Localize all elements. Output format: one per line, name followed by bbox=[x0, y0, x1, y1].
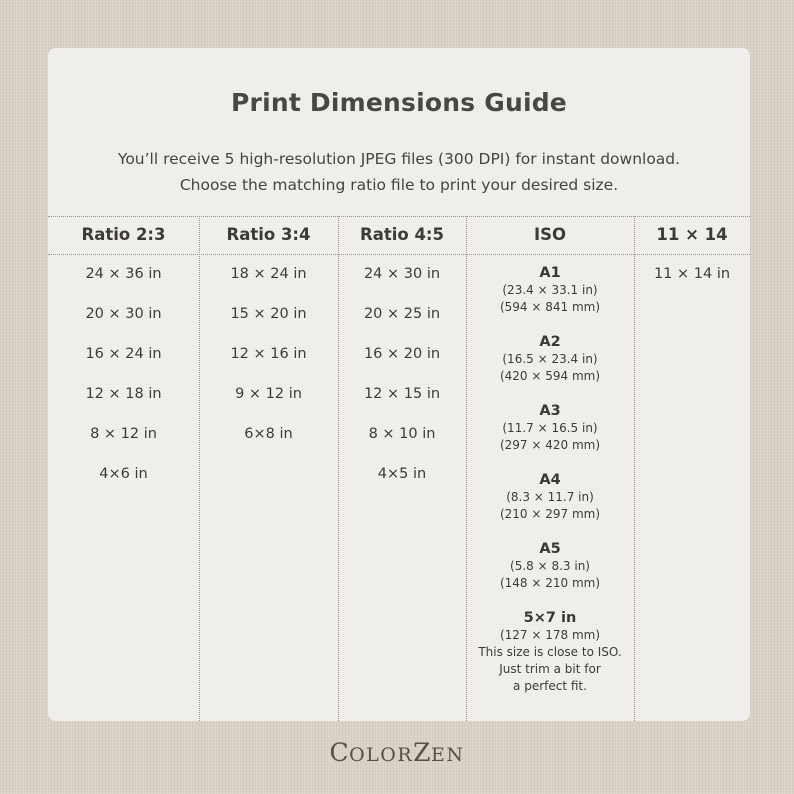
size-item: 12 × 16 in bbox=[230, 346, 307, 362]
iso-mm: (297 × 420 mm) bbox=[499, 438, 601, 452]
brand-letters: EN bbox=[431, 744, 465, 766]
size-item: 6×8 in bbox=[244, 426, 293, 442]
iso-item bbox=[466, 264, 634, 333]
iso-mm: (127 × 178 mm) bbox=[499, 628, 601, 642]
subtitle-line-1: You’ll receive 5 high-resolution JPEG files (300 DPI) for instant download. bbox=[117, 150, 681, 168]
size-item: 16 × 24 in bbox=[85, 346, 162, 362]
page-title: Print Dimensions Guide bbox=[231, 88, 567, 117]
size-item: 8 × 10 in bbox=[368, 426, 436, 442]
guide-card bbox=[48, 48, 750, 721]
iso-mm: (210 × 297 mm) bbox=[499, 507, 601, 521]
iso-mm: (148 × 210 mm) bbox=[499, 576, 601, 590]
iso-note-line: Just trim a bit for bbox=[499, 662, 601, 676]
iso-inches: (8.3 × 11.7 in) bbox=[506, 490, 594, 504]
size-item: 12 × 18 in bbox=[85, 386, 162, 402]
size-item: 24 × 36 in bbox=[85, 266, 162, 282]
column-ratio-3-4 bbox=[199, 216, 338, 464]
iso-mm: (420 × 594 mm) bbox=[499, 369, 601, 383]
size-item: 8 × 12 in bbox=[90, 426, 157, 442]
column-ratio-2-3 bbox=[48, 216, 199, 504]
column-header: Ratio 2:3 bbox=[81, 225, 166, 244]
size-item: 12 × 15 in bbox=[363, 386, 441, 402]
brand-letter: C bbox=[329, 738, 350, 767]
size-item: 24 × 30 in bbox=[363, 266, 441, 282]
iso-mm: (594 × 841 mm) bbox=[499, 300, 601, 314]
iso-name: 5×7 in bbox=[523, 610, 577, 626]
iso-note bbox=[466, 644, 634, 695]
iso-note-line: a perfect fit. bbox=[513, 679, 587, 693]
iso-item bbox=[466, 471, 634, 540]
column-header: ISO bbox=[533, 225, 567, 244]
column-ratio-4-5 bbox=[338, 216, 466, 504]
iso-inches: (23.4 × 33.1 in) bbox=[502, 283, 598, 297]
subtitle bbox=[48, 146, 750, 198]
iso-name: A2 bbox=[539, 334, 561, 350]
size-item: 9 × 12 in bbox=[235, 386, 302, 402]
size-item: 20 × 25 in bbox=[363, 306, 441, 322]
size-item: 20 × 30 in bbox=[85, 306, 162, 322]
size-item: 15 × 20 in bbox=[230, 306, 307, 322]
iso-item bbox=[466, 402, 634, 471]
iso-note-line: This size is close to ISO. bbox=[478, 645, 622, 659]
size-item: 11 × 14 in bbox=[653, 266, 731, 282]
size-item: 4×6 in bbox=[99, 466, 148, 482]
iso-name: A5 bbox=[539, 541, 561, 557]
column-header: Ratio 3:4 bbox=[226, 225, 311, 244]
brand-letters: OLOR bbox=[349, 744, 414, 766]
iso-name: A3 bbox=[539, 403, 561, 419]
size-item: 16 × 20 in bbox=[363, 346, 441, 362]
subtitle-line-2: Choose the matching ratio file to print your desired size. bbox=[179, 176, 619, 194]
iso-item bbox=[466, 333, 634, 402]
size-item: 4×5 in bbox=[377, 466, 427, 482]
iso-inches: (16.5 × 23.4 in) bbox=[502, 352, 598, 366]
iso-inches: (11.7 × 16.5 in) bbox=[502, 421, 598, 435]
brand-letter: Z bbox=[413, 738, 432, 767]
column-iso bbox=[466, 216, 634, 693]
column-header: Ratio 4:5 bbox=[359, 225, 445, 244]
size-item: 18 × 24 in bbox=[230, 266, 307, 282]
iso-name: A1 bbox=[539, 265, 561, 281]
brand-logo bbox=[0, 738, 794, 767]
iso-name: A4 bbox=[539, 472, 561, 488]
column-11x14 bbox=[634, 216, 750, 304]
iso-item bbox=[466, 540, 634, 609]
iso-inches: (5.8 × 8.3 in) bbox=[510, 559, 590, 573]
column-header: 11 × 14 bbox=[656, 225, 728, 244]
iso-extra-item bbox=[466, 609, 634, 693]
